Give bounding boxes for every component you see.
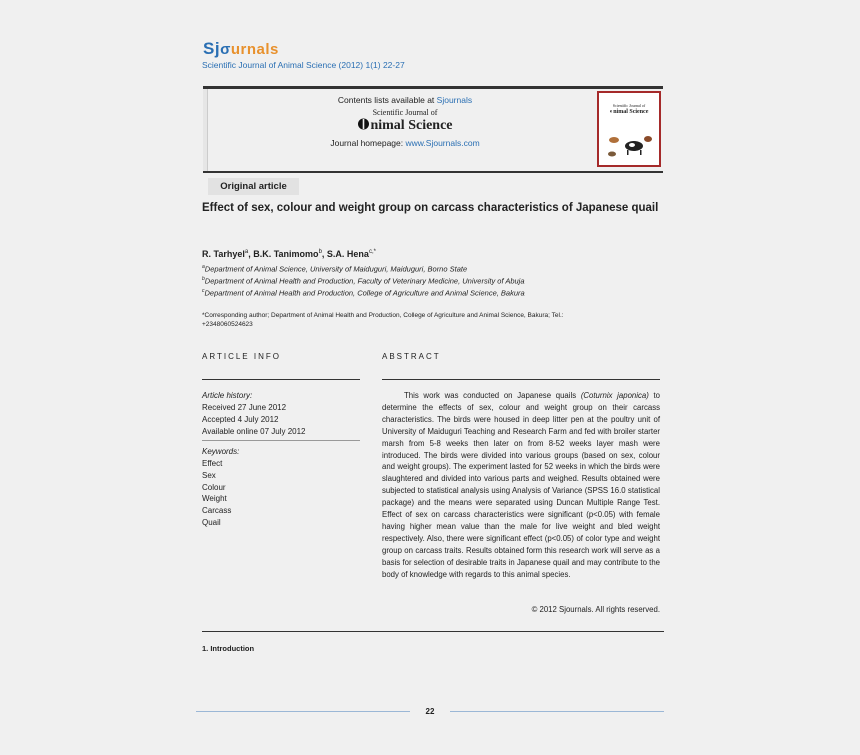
keyword-item: Sex <box>202 471 216 480</box>
author-name[interactable]: B.K. Tanimomo <box>253 249 319 259</box>
author-name[interactable]: R. Tarhyel <box>202 249 245 259</box>
history-item: Received 27 June 2012 <box>202 403 287 412</box>
cover-title-text: nimal Science <box>613 109 649 115</box>
affiliation <box>202 276 664 286</box>
abstract-rule <box>382 379 660 380</box>
history-item: Accepted 4 July 2012 <box>202 415 279 424</box>
introduction-heading: 1. Introduction <box>202 644 255 653</box>
affiliation-text: Department of Animal Health and Production, Faculty of Veterinary Medicine, University of Abuja <box>204 276 525 286</box>
keyword-item: Colour <box>202 483 226 492</box>
author-sup: c,* <box>368 249 376 255</box>
animal-a-icon <box>357 117 370 130</box>
keyword-item: Quail <box>202 518 221 527</box>
affiliation-text: Department of Animal Science, University of Maiduguri, Maiduguri, Borno State <box>204 264 468 274</box>
article-info-rule <box>202 379 360 380</box>
logo-prefix: Sj <box>203 39 221 58</box>
affiliation <box>202 264 664 274</box>
contents-line <box>220 95 590 105</box>
journal-title-line1: Scientific Journal of <box>372 108 438 117</box>
journal-title-text: nimal Science <box>370 118 453 133</box>
abstract-text-end: to determine the effects of sex, colour and weight group on their carcass characteristics. The birds were housed in deep litter pen at the poultry unit of University of Maiduguri Teaching and Research Farm and fed with broiler starter marsh from 5-8 weeks then later on from 8-52 weeks layer mash were introduced. The birds were divided into various groups (based on sex, colour and weight groups). The experiment lasted for 52 weeks in which the birds were slaughtered and divided into various parts and weighed. Results obtained were subjected to statistical analysis using Analysis of Variance (SPSS 16.0 statistical package) and the means were separated using Duncan Multiple Range Test. Effect of sex on carcass characteristics were significant (p<0.05) with female having higher mean value than the male for live weight and bled weight respectively. Also, there were significant effect (p<0.05) of color type and weight group on carcass traits. Results obtained form this research work will serve as a basis for selection of desirable traits in Japanese quail and may contribute to the body of knowledge with regards to this animal species. <box>382 391 661 579</box>
footer-rule-left <box>196 711 410 712</box>
contents-link[interactable]: Sjournals <box>436 95 473 105</box>
history-label: Article history: <box>202 391 253 400</box>
abstract-text-start: This work was conducted on Japanese quails <box>404 391 581 400</box>
abstract-species: (Coturnix japonica) <box>580 391 649 400</box>
journal-box-top-rule <box>203 86 663 89</box>
abstract-body <box>382 390 660 581</box>
author-sup: a <box>244 249 249 255</box>
journal-logo <box>203 39 279 59</box>
homepage-link[interactable]: www.Sjournals.com <box>405 138 480 148</box>
contents-prefix: Contents lists available at <box>337 95 437 105</box>
homepage-prefix: Journal homepage: <box>330 138 406 148</box>
abstract-heading: ABSTRACT <box>382 352 441 361</box>
author-list: R. Tarhyel$^a$, B.K. Tanimomo$^b$, S.A. Hena$^{c,*}$ <box>202 249 376 259</box>
journal-box-left-band <box>203 89 208 171</box>
article-type-badge: Original article <box>208 178 299 195</box>
affiliation-text: Department of Animal Health and Production, College of Agriculture and Animal Science, Bakura <box>204 288 525 298</box>
cover-a-icon: ◐ <box>609 109 614 115</box>
article-title: Effect of sex, colour and weight group on carcass characteristics of Japanese quail <box>202 202 659 214</box>
homepage-line <box>220 138 590 148</box>
journal-title-line2 <box>220 117 590 134</box>
footer-rule-right <box>450 711 664 712</box>
keywords-label: Keywords: <box>202 447 240 456</box>
corresponding-phone: +2348060524623 <box>202 321 253 328</box>
keyword-item: Effect <box>202 459 223 468</box>
journal-box-bottom-rule <box>203 171 663 173</box>
keyword-item: Carcass <box>202 506 232 515</box>
copyright-notice: © 2012 Sjournals. All rights reserved. <box>531 605 660 614</box>
keyword-item: Weight <box>202 494 227 503</box>
logo-o-icon: σ <box>220 41 231 58</box>
cover-title-line2 <box>604 109 654 115</box>
corresponding-author: *Corresponding author; Department of Animal Health and Production, College of Agriculture and Animal Science, Bakura; Tel.: <box>202 312 564 319</box>
affiliation-sup: b <box>202 276 205 282</box>
author-sup: b <box>318 249 322 255</box>
affiliation-sup: a <box>202 264 205 270</box>
affiliation <box>202 288 664 298</box>
history-rule <box>202 440 360 441</box>
cover-animals-image <box>604 132 654 160</box>
page-number: 22 <box>425 707 435 716</box>
affiliation-sup: c <box>202 288 205 294</box>
author-name[interactable]: S.A. Hena <box>326 249 369 259</box>
journal-reference[interactable]: Scientific Journal of Animal Science (2012) 1(1) 22-27 <box>202 60 405 70</box>
abstract-bottom-rule <box>202 631 664 632</box>
history-item: Available online 07 July 2012 <box>202 427 306 436</box>
article-info-heading: ARTICLE INFO <box>202 352 281 361</box>
logo-suffix: urnals <box>230 41 279 58</box>
cover-title-line1: Scientific Journal of <box>612 103 646 108</box>
